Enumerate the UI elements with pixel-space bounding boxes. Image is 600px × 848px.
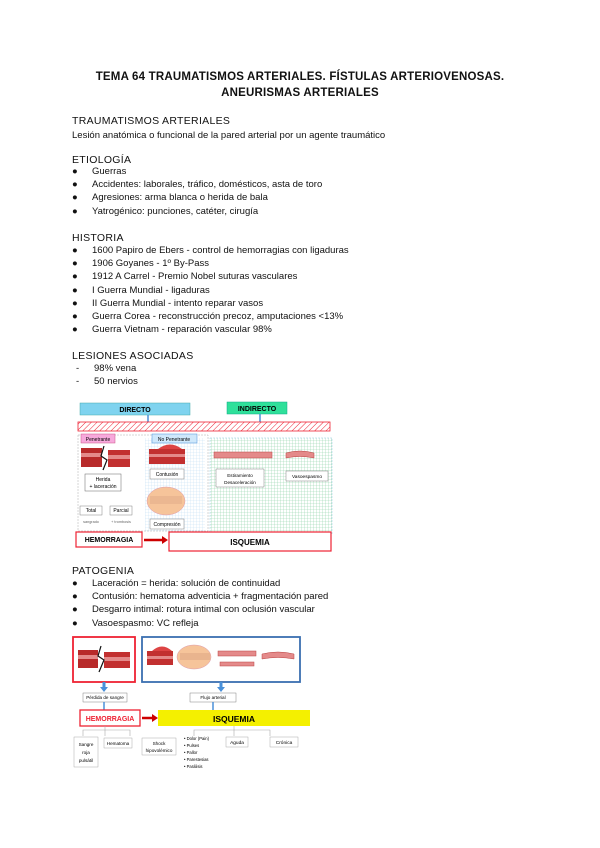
definition-text: Lesión anatómica o funcional de la pared arterial por un agente traumático bbox=[72, 130, 386, 141]
page-title-line-1: TEMA 64 TRAUMATISMOS ARTERIALES. FÍSTULAS ARTERIOVENOSAS. bbox=[95, 71, 505, 83]
vasoespasmo-label: Vasoespasmo bbox=[291, 475, 323, 480]
perdida-label: Pérdida de sangre bbox=[86, 695, 124, 700]
list-item: ● Contusión: hematoma adventicia + fragmentación pared bbox=[72, 591, 329, 603]
list-item: • Pallor bbox=[184, 750, 198, 755]
six-p-list bbox=[184, 736, 210, 769]
parcial-label: Parcial bbox=[113, 508, 129, 514]
shock-label-2: hipovolémico bbox=[145, 748, 173, 753]
list-item: ● Yatrogénico: punciones, catéter, cirugía bbox=[72, 205, 259, 217]
lesiones-list bbox=[72, 362, 138, 388]
herida-label-1: Herida bbox=[95, 477, 111, 483]
list-item: ● Desgarro intimal: rotura intimal con oclusión vascular bbox=[72, 604, 315, 616]
list-item: ● I Guerra Mundial - ligaduras bbox=[72, 284, 210, 296]
parcial-sub-label: + trombosis bbox=[111, 520, 131, 524]
sangre-label-1: Sangre bbox=[78, 742, 94, 747]
list-item: ● 1906 Goyanes - 1º By-Pass bbox=[72, 258, 210, 270]
estiramiento-label-2: Desaceleración bbox=[224, 480, 256, 485]
sangre-label-3: pulsátil bbox=[78, 758, 94, 763]
heading-traumatismos: TRAUMATISMOS ARTERIALES bbox=[72, 115, 231, 127]
hemorragia-label: HEMORRAGIA bbox=[85, 716, 135, 723]
list-item: • Parálisis bbox=[184, 764, 203, 769]
list-item: ● Guerra Vietnam - reparación vascular 98% bbox=[72, 324, 272, 336]
cronica-label: Crónica bbox=[275, 741, 293, 746]
list-item: • Pulses bbox=[184, 743, 200, 748]
lesion-types-diagram bbox=[70, 398, 338, 552]
shock-label-1: Shock bbox=[152, 741, 166, 746]
heading-patogenia: PATOGENIA bbox=[72, 565, 135, 577]
penetrante-label: Penetrante bbox=[85, 437, 111, 443]
isquemia-label: ISQUEMIA bbox=[230, 538, 270, 547]
compresion-label: Compresión bbox=[153, 522, 181, 528]
contusion-label: Contusión bbox=[155, 472, 179, 478]
heading-etiologia: ETIOLOGÍA bbox=[72, 154, 132, 166]
list-item: ● 1912 A Carrel - Premio Nobel suturas vasculares bbox=[72, 271, 298, 283]
estiramiento-label-1: Estiramiento bbox=[227, 473, 253, 478]
list-item: • Parestesias bbox=[184, 757, 209, 762]
list-item: ● Accidentes: laborales, tráfico, domésticos, asta de toro bbox=[72, 179, 323, 191]
hematoma-label: Hematoma bbox=[106, 741, 130, 746]
list-item: • Dolor (Pain) bbox=[184, 736, 209, 741]
total-label: Total bbox=[85, 508, 97, 514]
hemorragia-label: HEMORRAGIA bbox=[84, 537, 134, 544]
indirecto-label: INDIRECTO bbox=[237, 406, 277, 413]
stretched-artery-icon bbox=[214, 452, 272, 458]
list-item: ● II Guerra Mundial - intento reparar vasos bbox=[72, 297, 264, 309]
flujo-label: Flujo arterial bbox=[200, 695, 226, 700]
list-item: ● Guerras bbox=[72, 166, 127, 177]
torn-artery-icon bbox=[81, 448, 102, 467]
patogenia-list bbox=[72, 577, 328, 630]
list-item: ● Guerra Corea - reconstrucción precoz, amputaciones <13% bbox=[72, 310, 344, 322]
list-item: ● Laceración = herida: solución de continuidad bbox=[72, 578, 281, 589]
herida-label-2: + laceración bbox=[89, 484, 117, 490]
list-item: ● 1600 Papiro de Ebers - control de hemorragias con ligaduras bbox=[72, 245, 349, 256]
aguda-label: Aguda bbox=[230, 741, 244, 746]
pathogenesis-diagram bbox=[70, 634, 314, 776]
list-item: ● Agresiones: arma blanca o herida de bala bbox=[72, 192, 268, 204]
list-item: - 50 nervios bbox=[76, 376, 138, 388]
etiologia-list bbox=[72, 165, 322, 218]
hatched-bar bbox=[78, 422, 330, 431]
isquemia-label: ISQUEMIA bbox=[212, 714, 256, 724]
historia-list bbox=[72, 244, 349, 336]
stretched-artery-icon bbox=[218, 651, 256, 656]
directo-label: DIRECTO bbox=[119, 407, 151, 414]
sangre-label-2: roja bbox=[82, 750, 90, 755]
no-penetrante-label: No Penetrante bbox=[157, 437, 191, 443]
list-item: - 98% vena bbox=[76, 363, 137, 374]
list-item: ● Vasoespasmo: VC refleja bbox=[72, 617, 199, 629]
page-title-line-2: ANEURISMAS ARTERIALES bbox=[221, 87, 379, 99]
total-sub-label: sangrado bbox=[83, 520, 99, 524]
heading-lesiones: LESIONES ASOCIADAS bbox=[72, 350, 194, 362]
heading-historia: HISTORIA bbox=[72, 232, 124, 244]
